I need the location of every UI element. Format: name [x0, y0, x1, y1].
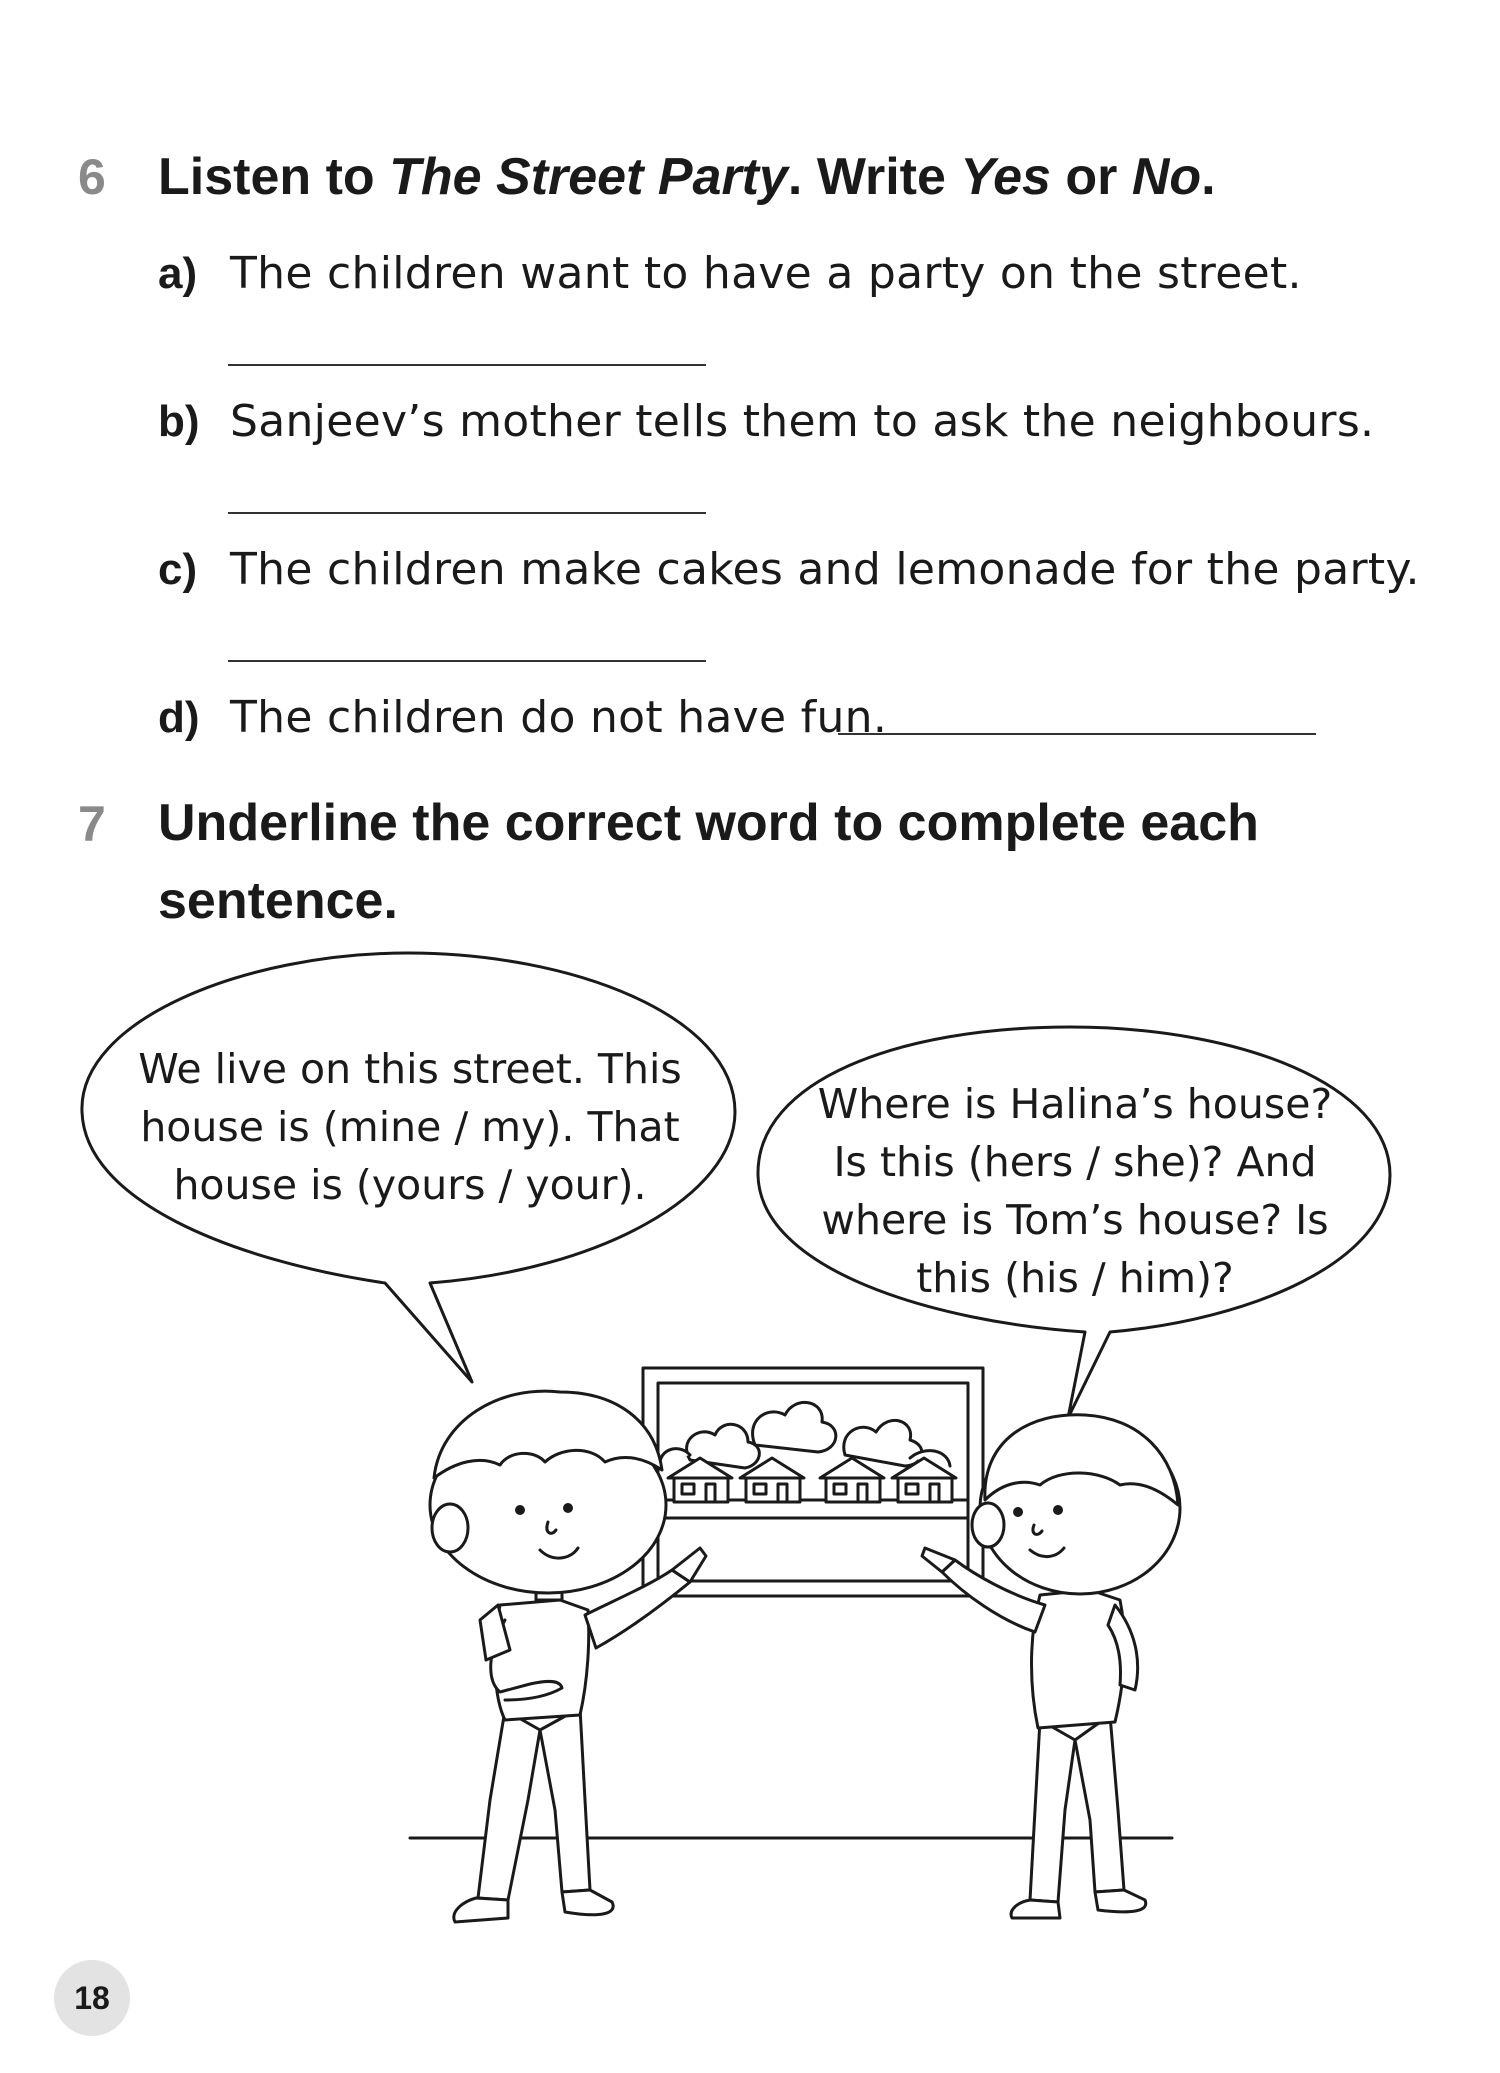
bubble-line: We live on this street. This: [138, 1045, 682, 1093]
item-label: b): [158, 397, 200, 446]
heading-line-1: Underline the correct word to complete each: [158, 794, 1259, 852]
bubble-line: house is (mine / my). That: [140, 1103, 680, 1151]
bubble-line: Where is Halina’s house?: [817, 1080, 1333, 1128]
yes-word: Yes: [960, 148, 1051, 206]
heading-line-2: sentence.: [158, 872, 398, 930]
speech-bubble-right-text: [780, 1075, 1370, 1307]
item-text: The children make cakes and lemonade for the party.: [230, 544, 1420, 595]
page-number-badge: [54, 1960, 130, 2036]
bubble-line: where is Tom’s house? Is: [821, 1196, 1329, 1244]
heading-text: or: [1050, 148, 1132, 206]
item-label: c): [158, 545, 198, 594]
item-text: The children do not have fun.: [230, 692, 888, 743]
question-7-number: 7: [78, 796, 106, 852]
bubble-line: Is this (hers / she)? And: [833, 1138, 1317, 1186]
bubble-line: this (his / him)?: [916, 1254, 1234, 1302]
heading-text: Listen to: [158, 148, 390, 206]
no-word: No: [1131, 148, 1202, 206]
question-6-number: 6: [78, 149, 106, 205]
item-label: a): [158, 249, 198, 298]
page-number: 18: [74, 1979, 110, 2016]
story-title: The Street Party: [389, 148, 788, 206]
item-text: Sanjeev’s mother tells them to ask the neighbours.: [230, 396, 1375, 447]
speech-bubble-left-text: [120, 1040, 700, 1214]
item-text: The children want to have a party on the street.: [230, 248, 1302, 299]
heading-text: . Write: [787, 148, 961, 206]
heading-text: .: [1201, 148, 1216, 206]
item-label: d): [158, 693, 200, 742]
bubble-line: house is (yours / your).: [173, 1161, 647, 1209]
